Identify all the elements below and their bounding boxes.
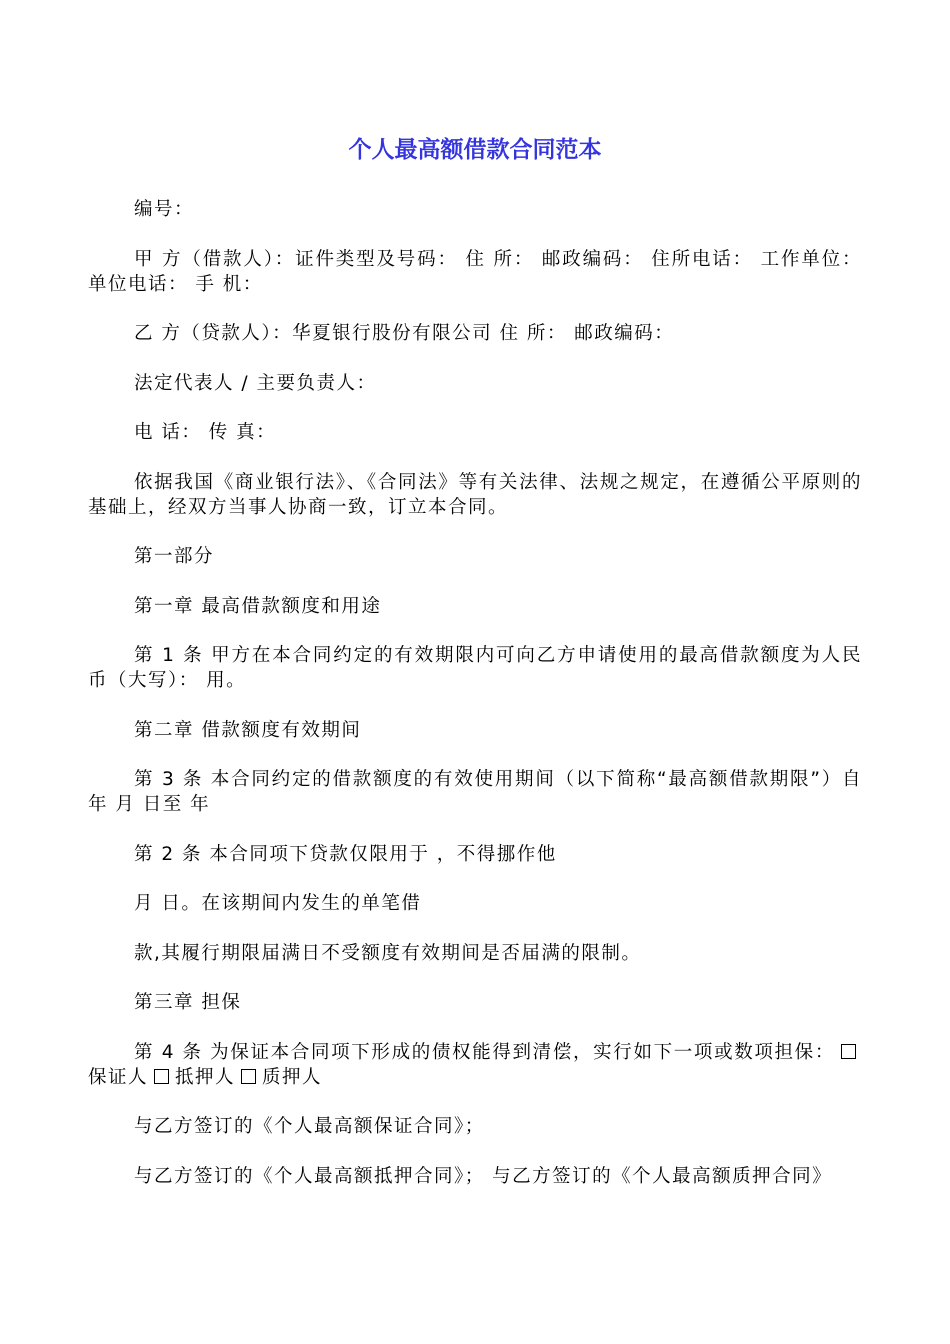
pledgor-checkbox[interactable] — [241, 1069, 256, 1084]
paragraph-chapter-two: 第二章 借款额度有效期间 — [134, 719, 362, 741]
paragraph-number: 编号： — [134, 199, 195, 220]
document-body — [88, 197, 862, 1213]
paragraph-article-1: 第 1 条 甲方在本合同约定的有效期限内可向乙方申请使用的最高借款额度为人民币（大写）： 用。 — [88, 645, 862, 691]
document-title: 个人最高额借款合同范本 — [348, 137, 602, 163]
paragraph-phone-fax: 电 话： 传 真： — [134, 422, 277, 443]
mortgagor-checkbox[interactable] — [154, 1069, 169, 1084]
paragraph-mortgage-pledge-contract: 与乙方签订的《个人最高额抵押合同》； 与乙方签订的《个人最高额质押合同》 — [134, 1165, 833, 1187]
paragraph-loan-term: 款,其履行期限届满日不受额度有效期间是否届满的限制。 — [134, 942, 642, 964]
paragraph-guarantee-contract: 与乙方签订的《个人最高额保证合同》； — [134, 1116, 485, 1137]
paragraph-preamble: 依据我国《商业银行法》、《合同法》等有关法律、法规之规定，在遵循公平原则的基础上，经双方当事人协商一致，订立本合同。 — [88, 471, 862, 518]
paragraph-party-a: 甲 方（借款人）：证件类型及号码： 住 所： 邮政编码： 住所电话： 工作单位： 单位电话： 手 机： — [88, 248, 862, 295]
paragraph-party-b: 乙 方（贷款人）：华夏银行股份有限公司 住 所： 邮政编码： — [134, 323, 675, 344]
paragraph-period-end: 月 日。在该期间内发生的单笔借 — [134, 893, 422, 914]
article-4-text: 第 4 条 为保证本合同项下形成的债权能得到清偿，实行如下一项或数项担保： — [134, 1041, 835, 1063]
paragraph-chapter-one: 第一章 最高借款额度和用途 — [134, 595, 382, 617]
guarantor-label: 保证人 — [88, 1066, 149, 1088]
paragraph-article-4 — [88, 1040, 862, 1090]
guarantor-checkbox[interactable] — [841, 1044, 856, 1059]
paragraph-part-one: 第一部分 — [134, 546, 215, 567]
paragraph-legal-rep: 法定代表人 / 主要负责人： — [134, 372, 377, 394]
pledgor-label: 质押人 — [262, 1066, 323, 1088]
paragraph-chapter-three: 第三章 担保 — [134, 992, 242, 1013]
mortgagor-label: 抵押人 — [175, 1066, 236, 1088]
paragraph-article-2: 第 2 条 本合同项下贷款仅限用于 ，不得挪作他 — [134, 843, 557, 865]
paragraph-article-3: 第 3 条 本合同约定的借款额度的有效使用期间（以下简称“最高额借款期限”）自 年 月 日至 年 — [88, 769, 862, 815]
